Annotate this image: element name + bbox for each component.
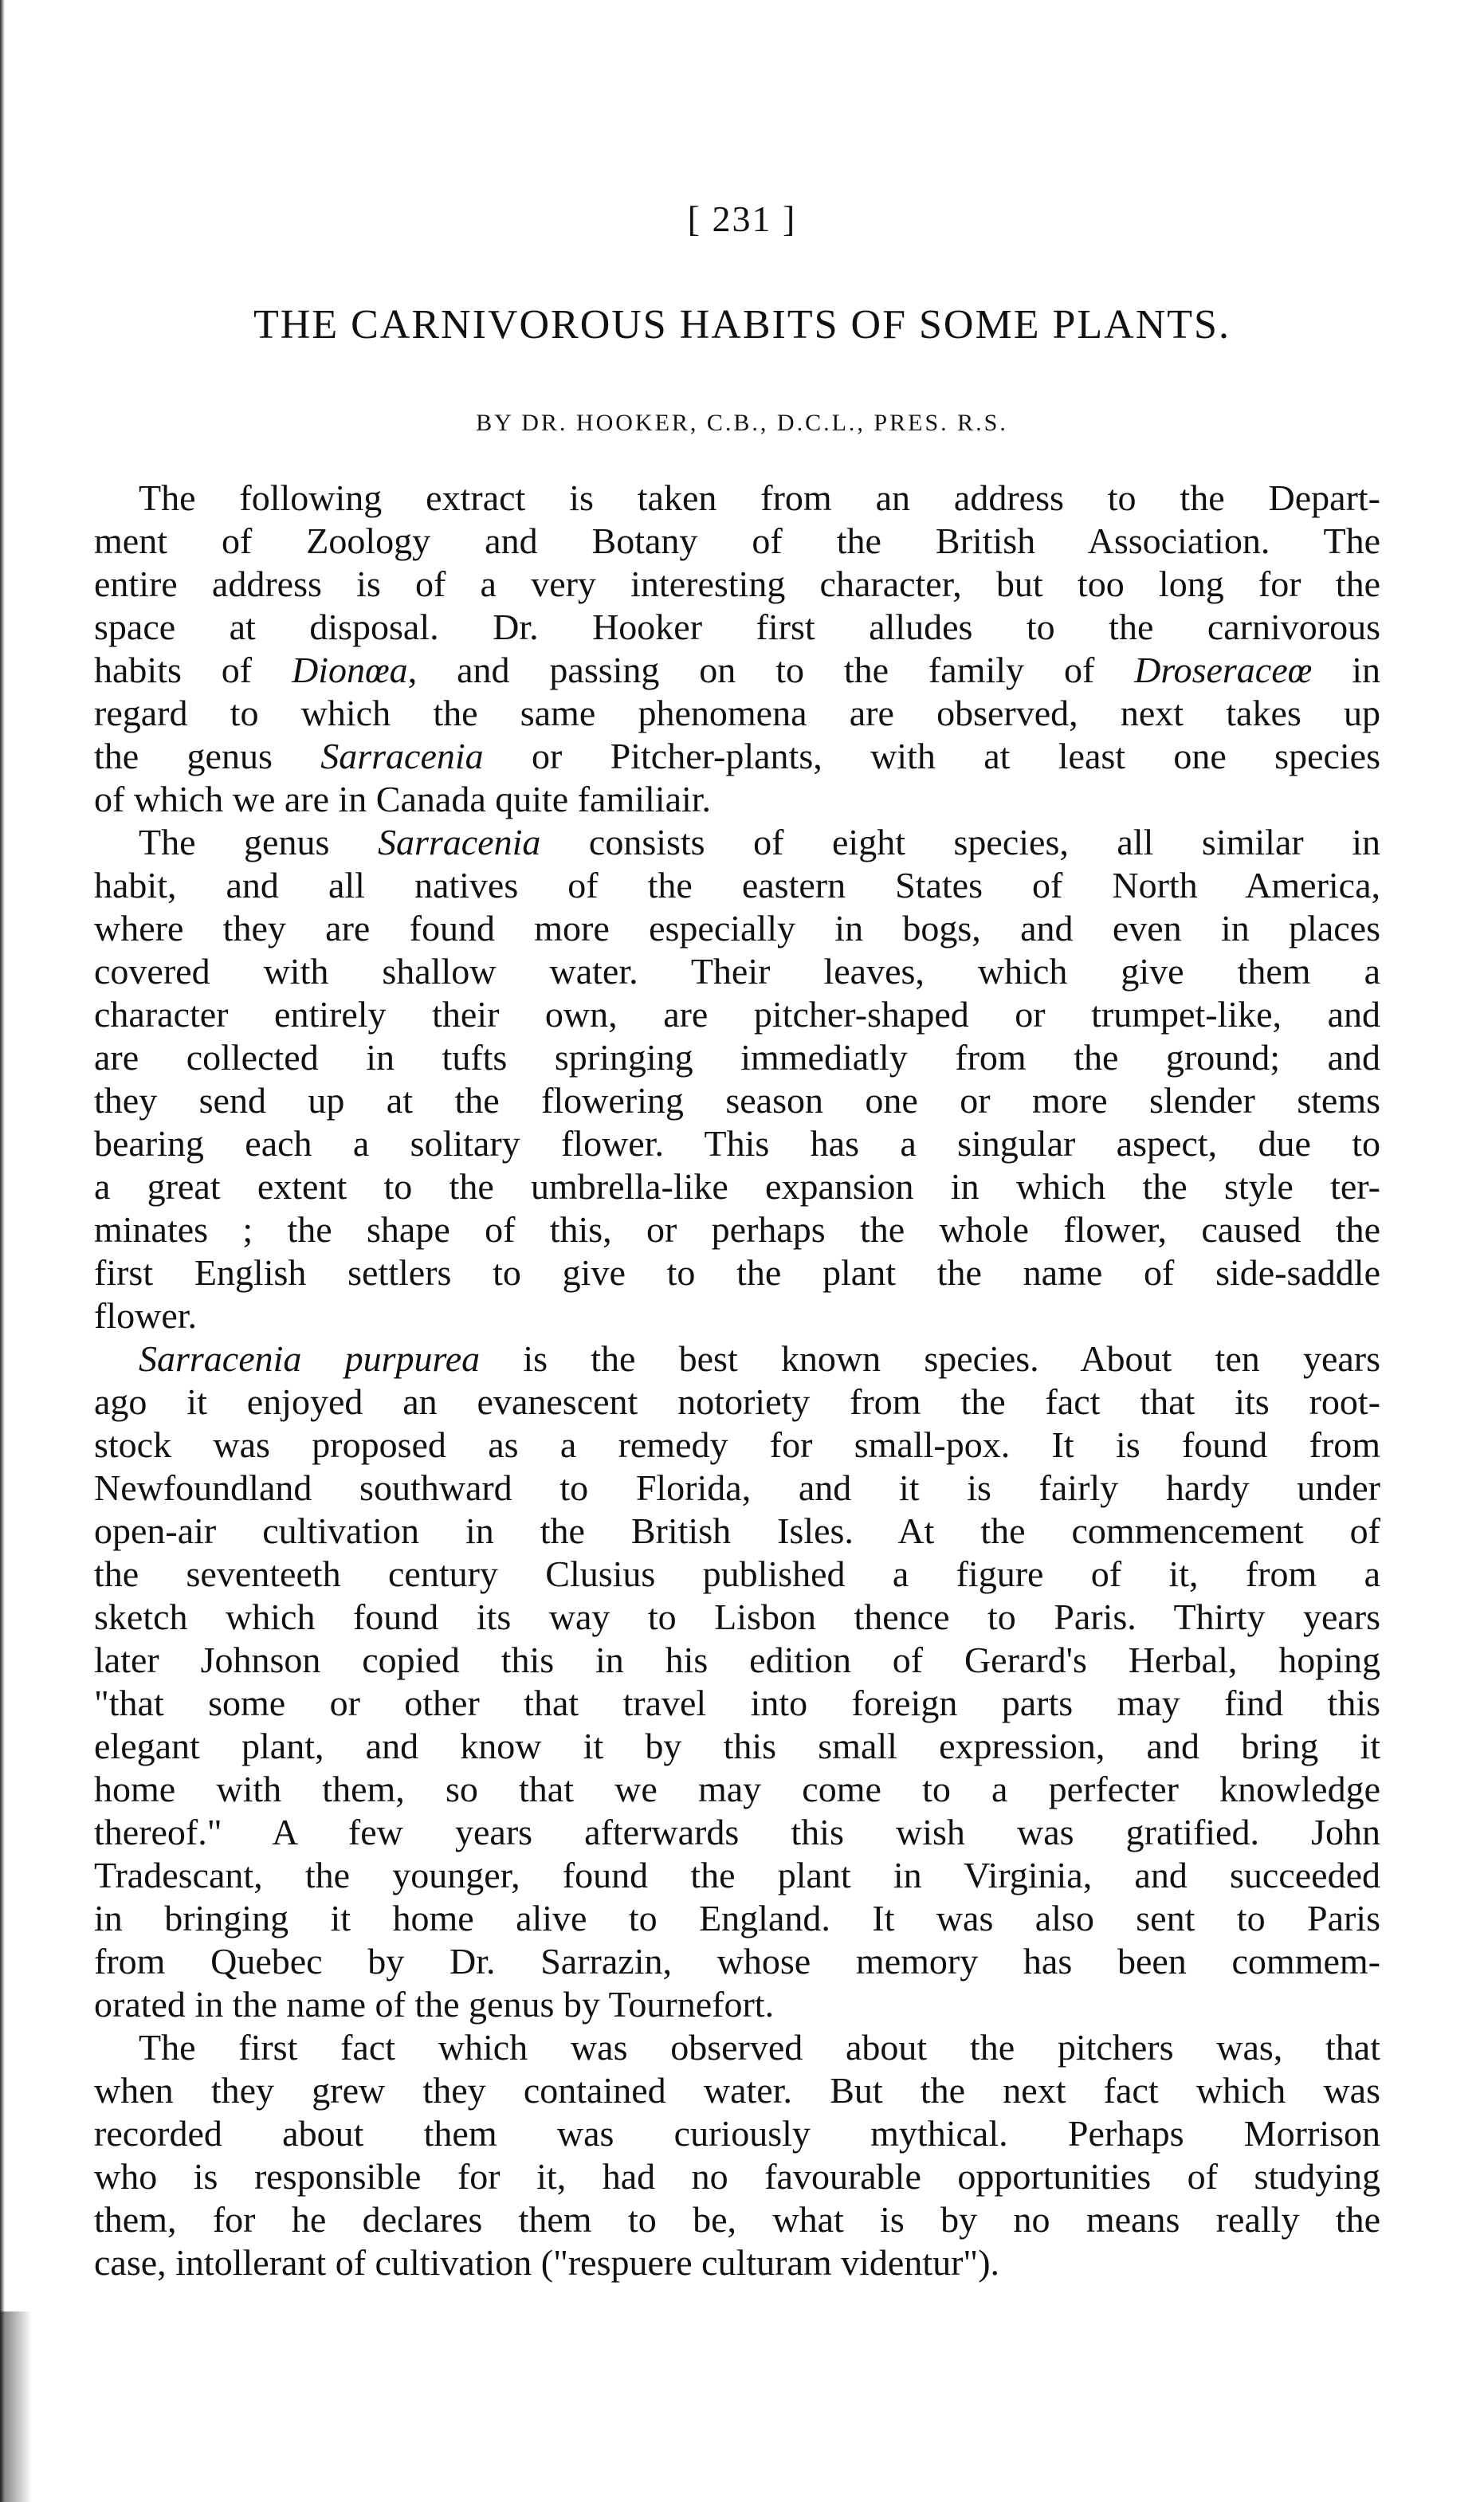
text-line: the genus Sarracenia or Pitcher-plants, with at least one species <box>94 736 1380 776</box>
text-line: they send up at the flowering season one or more slender stems <box>94 1080 1380 1121</box>
text-line: The following extract is taken from an address to the Depart- <box>139 477 1380 518</box>
text-line: orated in the name of the genus by Tournefort. <box>94 1984 775 2025</box>
text-line: "that some or other that travel into foreign parts may find this <box>94 1683 1380 1723</box>
text-line: later Johnson copied this in his edition of Gerard's Herbal, hoping <box>94 1640 1380 1680</box>
text-line: elegant plant, and know it by this small expression, and bring it <box>94 1726 1380 1766</box>
text-line: entire address is of a very interesting character, but too long for the <box>94 564 1380 604</box>
text-line: space at disposal. Dr. Hooker first alludes to the carnivorous <box>94 607 1380 647</box>
text-line: Sarracenia purpurea is the best known species. About ten years <box>139 1338 1380 1379</box>
text-line: home with them, so that we may come to a perfecter knowledge <box>94 1769 1380 1809</box>
text-line: The first fact which was observed about the pitchers was, that <box>139 2027 1380 2068</box>
text-line: bearing each a solitary flower. This has a singular aspect, due to <box>94 1123 1380 1164</box>
text-line: ago it enjoyed an evanescent notoriety from the fact that its root- <box>94 1381 1380 1422</box>
text-line: The genus Sarracenia consists of eight species, all similar in <box>139 822 1381 862</box>
page-corner-shadow <box>0 2312 32 2502</box>
text-line: habit, and all natives of the eastern States of North America, <box>94 865 1380 905</box>
text-line: habits of Dionœa, and passing on to the family of Droseraceœ in <box>94 650 1381 690</box>
text-line: covered with shallow water. Their leaves, which give them a <box>94 951 1380 992</box>
text-line: first English settlers to give to the plant the name of side-saddle <box>94 1252 1380 1293</box>
text-line: when they grew they contained water. But the next fact which was <box>94 2070 1380 2111</box>
text-line: case, intollerant of cultivation ("respuere culturam videntur"). <box>94 2242 1000 2283</box>
text-line: in bringing it home alive to England. It was also sent to Paris <box>94 1898 1380 1938</box>
text-line: ment of Zoology and Botany of the British Association. The <box>94 520 1380 561</box>
text-line: regard to which the same phenomena are observed, next takes up <box>94 693 1380 733</box>
text-line: thereof." A few years afterwards this wish was gratified. John <box>94 1812 1380 1852</box>
text-line: stock was proposed as a remedy for small-pox. It is found from <box>94 1424 1380 1465</box>
article-title: THE CARNIVOROUS HABITS OF SOME PLANTS. <box>253 302 1231 348</box>
text-line: where they are found more especially in bogs, and even in places <box>94 908 1380 949</box>
text-line: from Quebec by Dr. Sarrazin, whose memory has been commem- <box>94 1941 1380 1982</box>
page-edge-shadow <box>0 0 5 2502</box>
article-body <box>94 477 1380 2284</box>
text-line: the seventeeth century Clusius published a figure of it, from a <box>94 1553 1380 1594</box>
text-line: them, for he declares them to be, what is by no means really the <box>94 2199 1380 2240</box>
text-line: are collected in tufts springing immediatly from the ground; and <box>94 1037 1380 1078</box>
page-number: [ 231 ] <box>687 198 797 239</box>
text-line: flower. <box>94 1295 198 1336</box>
text-line: who is responsible for it, had no favourable opportunities of studying <box>94 2156 1380 2197</box>
text-line: Newfoundland southward to Florida, and it is fairly hardy under <box>94 1467 1380 1508</box>
article-byline: BY DR. HOOKER, C.B., D.C.L., PRES. R.S. <box>476 410 1008 436</box>
text-line: of which we are in Canada quite familiair. <box>94 779 712 819</box>
text-line: open-air cultivation in the British Isles. At the commencement of <box>94 1510 1380 1551</box>
text-line: minates ; the shape of this, or perhaps the whole flower, caused the <box>94 1209 1380 1250</box>
text-line: a great extent to the umbrella-like expansion in which the style ter- <box>94 1166 1380 1207</box>
text-line: Tradescant, the younger, found the plant in Virginia, and succeeded <box>94 1855 1380 1895</box>
text-line: sketch which found its way to Lisbon thence to Paris. Thirty years <box>94 1597 1380 1637</box>
text-line: recorded about them was curiously mythical. Perhaps Morrison <box>94 2113 1380 2154</box>
text-line: character entirely their own, are pitcher-shaped or trumpet-like, and <box>94 994 1380 1035</box>
